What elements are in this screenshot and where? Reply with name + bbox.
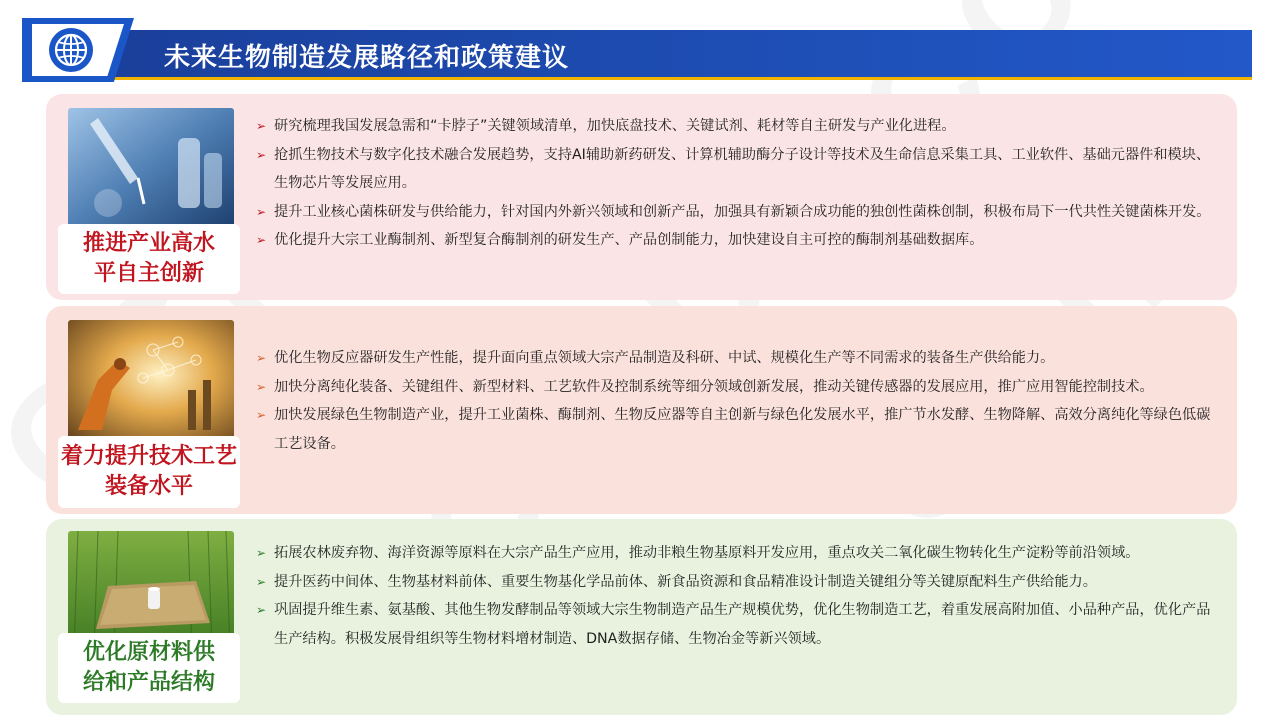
section-technology — [46, 306, 1237, 514]
section-label-text: 优化原材料供 给和产品结构 — [82, 640, 215, 695]
list-item: ➢ 研究梳理我国发展急需和“卡脖子”关键领域清单，加快底盘技术、关键试剂、耗材等自主研发与产业化进程。 — [256, 118, 956, 134]
list-item: ➢ 优化生物反应器研发生产性能，提升面向重点领域大宗产品制造及科研、中试、规模化生产等不同需求的装备生产供给能力。 — [256, 350, 1055, 366]
section-materials — [46, 519, 1237, 715]
section-innovation — [46, 94, 1237, 300]
slide-header — [22, 18, 1252, 82]
list-item: ➢ 优化提升大宗工业酶制剂、新型复合酶制剂的研发生产、产品创制能力，加快建设自主可控的酶制剂基础数据库。 — [256, 232, 984, 248]
section-label — [58, 436, 240, 508]
section-label-text: 着力提升技术工艺 装备水平 — [60, 444, 237, 499]
list-item: ➢ 提升工业核心菌株研发与供给能力，针对国内外新兴领域和创新产品，加强具有新颖合成功能的独创性菌株创制，积极布局下一代共性关键菌株开发。 — [256, 203, 1211, 220]
list-item: ➢ 提升医药中间体、生物基材料前体、重要生物基化学品前体、新食品资源和食品精准设计制造关键组分等关键原配料生产供给能力。 — [256, 573, 1097, 590]
globe-icon — [48, 27, 94, 73]
list-item: ➢ 巩固提升维生素、氨基酸、其他生物发酵制品等领域大宗生物制造产品生产规模优势，优化生物制造工艺，着重发展高附加值、小品种产品，优化产品生产结构。积极发展骨组织等生物材料增材制造、DNA数据存储、生物冶金等新兴领域。 — [256, 602, 1211, 647]
list-item: ➢ 抢抓生物技术与数字化技术融合发展趋势，支持AI辅助新药研发、计算机辅助酶分子设计等技术及生命信息采集工具、工业软件、基础元器件和模块、生物芯片等发展应用。 — [256, 146, 1211, 191]
list-item: ➢ 加快分离纯化装备、关键组件、新型材料、工艺软件及控制系统等细分领域创新发展，推动关键传感器的发展应用，推广应用智能控制技术。 — [256, 378, 1154, 395]
bullet-list — [254, 539, 1219, 653]
page-title: 未来生物制造发展路径和政策建议 — [164, 43, 570, 73]
section-label — [58, 633, 240, 703]
section-label-text: 推进产业高水 平自主创新 — [82, 231, 215, 286]
list-item: ➢ 拓展农林废弃物、海洋资源等原料在大宗产品生产应用，推动非粮生物基原料开发应用，重点攻关二氧化碳生物转化生产淀粉等前沿领域。 — [256, 545, 1140, 561]
section-label — [58, 224, 240, 294]
bullet-list — [254, 344, 1219, 458]
bullet-list — [254, 112, 1219, 255]
lab-research-photo — [68, 108, 234, 228]
list-item: ➢ 加快发展绿色生物制造产业，提升工业菌株、酶制剂、生物反应器等自主创新与绿色化发展水平，推广节水发酵、生物降解、高效分离纯化等绿色低碳工艺设备。 — [256, 407, 1211, 452]
industrial-robot-photo — [68, 320, 234, 440]
